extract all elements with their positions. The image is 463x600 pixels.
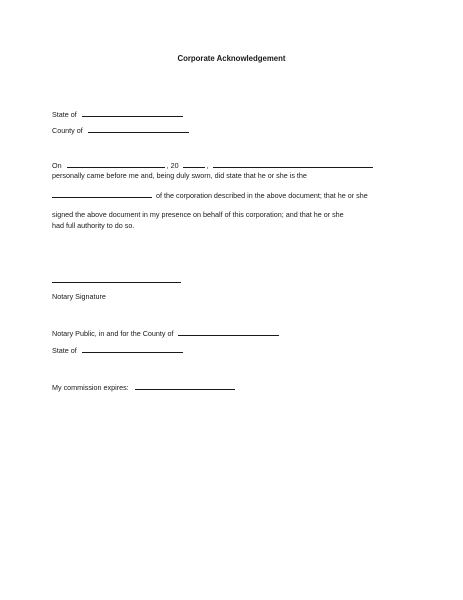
year-prefix: , 20 <box>166 161 179 170</box>
county-of-row <box>52 125 189 135</box>
commission-expires-field[interactable] <box>135 382 235 390</box>
notary-public-label: Notary Public, in and for the County of <box>52 329 174 338</box>
state-of-label-2: State of <box>52 346 77 355</box>
document-title: Corporate Acknowledgement <box>177 54 286 63</box>
paragraph-line-4: signed the above document in my presence on behalf of this corporation; and that he or she <box>52 210 344 219</box>
officer-title-field[interactable] <box>52 190 152 198</box>
notary-signature-label: Notary Signature <box>52 292 106 301</box>
state-of-row <box>52 109 183 119</box>
day-month-field[interactable] <box>67 160 165 168</box>
name-field[interactable] <box>213 160 373 168</box>
commission-row <box>52 382 235 392</box>
paragraph-line-5: had full authority to do so. <box>52 221 135 230</box>
notary-signature-line[interactable] <box>52 282 181 283</box>
paragraph-line-2: personally came before me and, being duly sworn, did state that he or she is the <box>52 171 307 180</box>
on-label: On <box>52 161 62 170</box>
comma-separator: , <box>206 161 209 170</box>
county-of-label: County of <box>52 126 83 135</box>
notary-state-field[interactable] <box>82 345 183 353</box>
paragraph-line-3: of the corporation described in the above document; that he or she <box>156 191 368 200</box>
date-row <box>52 160 373 170</box>
notary-county-row <box>52 328 279 338</box>
state-of-label: State of <box>52 110 77 119</box>
county-of-field[interactable] <box>88 125 189 133</box>
state-of-field[interactable] <box>82 109 183 117</box>
title-row <box>52 190 368 200</box>
notary-county-field[interactable] <box>178 328 279 336</box>
notary-state-row <box>52 345 183 355</box>
commission-label: My commission expires: <box>52 383 129 392</box>
year-field[interactable] <box>183 160 205 168</box>
